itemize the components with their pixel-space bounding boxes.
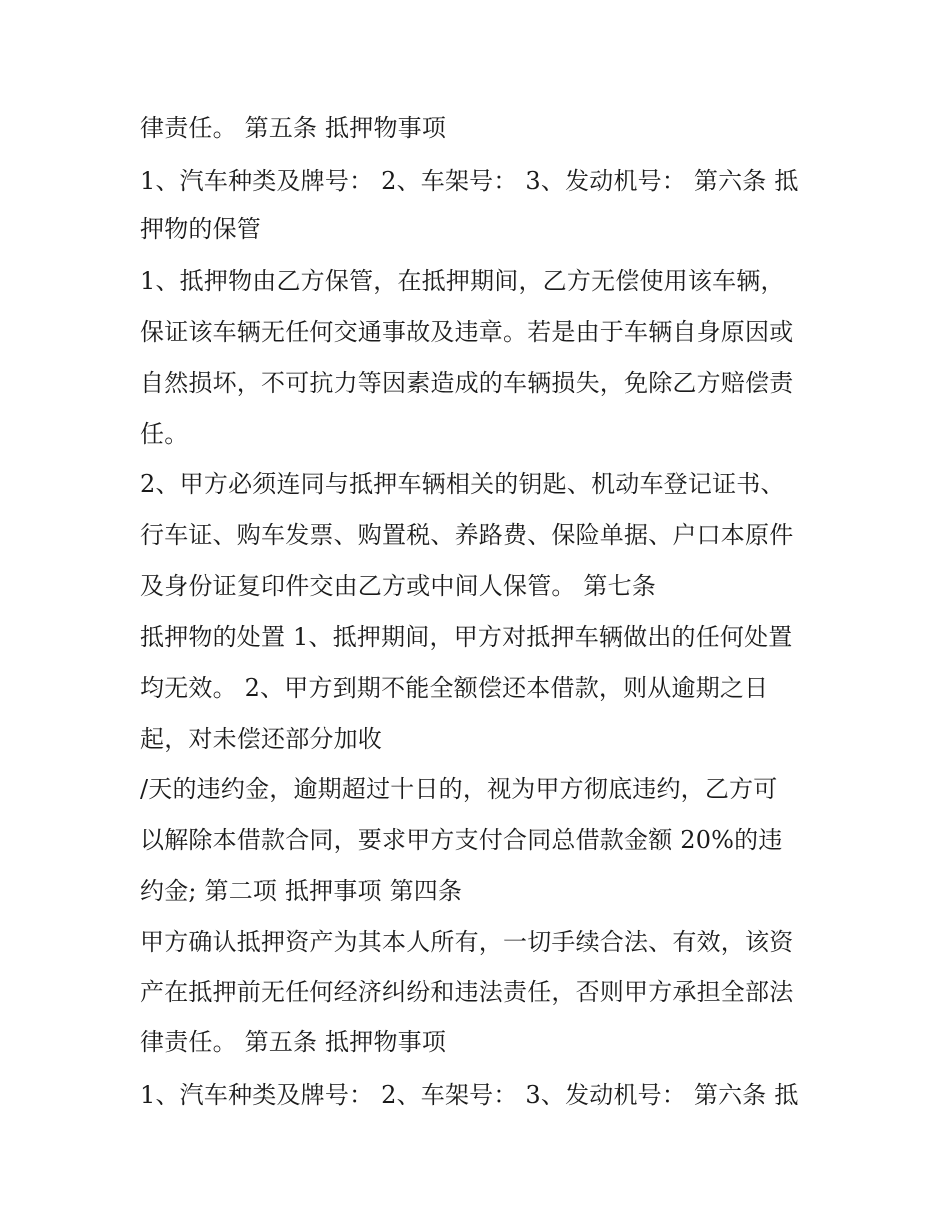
text-line: 产在抵押前无任何经济纠纷和违法责任，否则甲方承担全部法 <box>140 978 794 1006</box>
text-line: 起，对未偿还部分加收 <box>140 725 382 753</box>
text-line: 保证该车辆无任何交通事故及违章。若是由于车辆自身原因或 <box>140 318 794 346</box>
text-line: 律责任。 第五条 抵押物事项 <box>140 1028 447 1056</box>
text-line: 抵押物的处置 1、抵押期间，甲方对抵押车辆做出的任何处置 <box>140 623 793 651</box>
text-line: 2、甲方必须连同与抵押车辆相关的钥匙、机动车登记证书、 <box>140 470 785 498</box>
text-line: 约金; 第二项 抵押事项 第四条 <box>140 877 463 905</box>
text-line: 押物的保管 <box>140 215 261 243</box>
text-line: 行车证、购车发票、购置税、养路费、保险单据、户口本原件 <box>140 521 794 549</box>
text-line: 均无效。 2、甲方到期不能全额偿还本借款，则从逾期之日 <box>140 674 769 702</box>
text-line: 自然损坏，不可抗力等因素造成的车辆损失，免除乙方赔偿责 <box>140 369 794 397</box>
text-line: 1、汽车种类及牌号： 2、车架号： 3、发动机号： 第六条 抵 <box>140 167 799 195</box>
text-line: 甲方确认抵押资产为其本人所有，一切手续合法、有效，该资 <box>140 928 794 956</box>
text-line: 及身份证复印件交由乙方或中间人保管。 第七条 <box>140 572 657 600</box>
text-line: 律责任。 第五条 抵押物事项 <box>140 114 447 142</box>
text-line: 任。 <box>140 420 189 448</box>
text-line: 1、抵押物由乙方保管，在抵押期间，乙方无偿使用该车辆， <box>140 267 785 295</box>
text-line: /天的违约金，逾期超过十日的，视为甲方彻底违约，乙方可 <box>140 775 778 803</box>
text-line: 1、汽车种类及牌号： 2、车架号： 3、发动机号： 第六条 抵 <box>140 1081 799 1109</box>
text-line: 以解除本借款合同，要求甲方支付合同总借款金额 20%的违 <box>140 826 783 854</box>
